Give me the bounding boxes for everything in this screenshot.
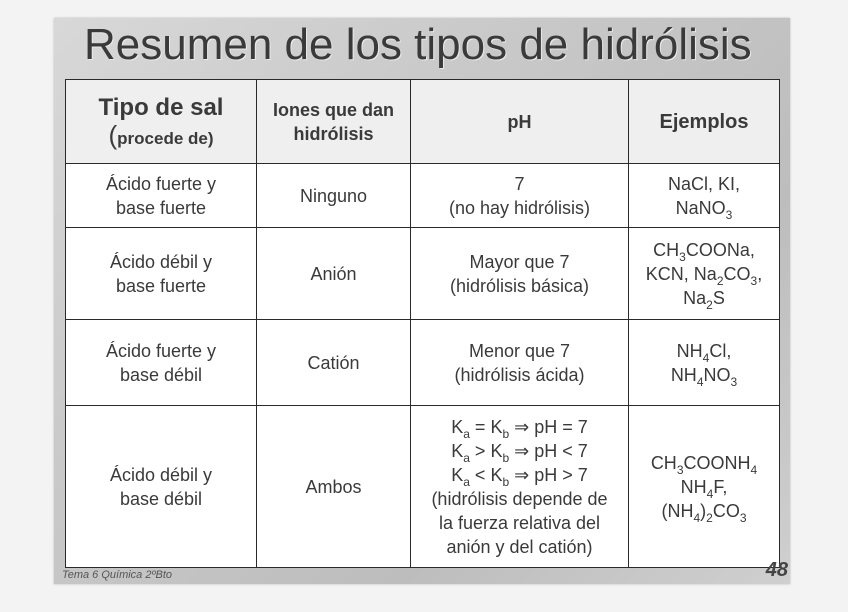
table-row	[66, 406, 780, 568]
table-row	[66, 228, 780, 320]
footer-text: Tema 6 Química 2ºBto	[62, 569, 172, 581]
header-row	[66, 80, 780, 164]
header-ejemplos: Ejemplos	[629, 80, 780, 164]
iones-cell: Ninguno	[257, 164, 411, 228]
tipo-cell: Ácido débil y base fuerte	[66, 228, 257, 320]
tipo-cell: Ácido débil y base débil	[66, 406, 257, 568]
slide-title: Resumen de los tipos de hidrólisis	[84, 20, 752, 69]
ph-cell: 7 (no hay hidrólisis)	[411, 164, 629, 228]
hydrolysis-summary-table	[65, 79, 780, 568]
header-tipo-de-sal	[66, 80, 257, 164]
iones-cell: Anión	[257, 228, 411, 320]
ejemplos-cell: NaCl, KI, NaNO$_3$	[629, 164, 780, 228]
slide	[54, 18, 790, 584]
ejemplos-cell: $CH_3COONH_4$ $NH_4F$, $(NH_4)_2CO_3$	[629, 406, 780, 568]
ph-cell: Mayor que 7 (hidrólisis básica)	[411, 228, 629, 320]
iones-cell: Catión	[257, 320, 411, 406]
tipo-cell: Ácido fuerte y base fuerte	[66, 164, 257, 228]
tipo-cell: Ácido fuerte y base débil	[66, 320, 257, 406]
header-iones-line2: hidrólisis	[293, 123, 374, 144]
header-tipo-main: Tipo de sal	[98, 93, 224, 121]
header-iones-line1: Iones que dan	[272, 99, 395, 120]
ph-cell: Menor que 7 (hidrólisis ácida)	[411, 320, 629, 406]
ejemplos-cell: $NH_4Cl$, $NH_4NO_3$	[629, 320, 780, 406]
ejemplos-cell: $CH_3COONa$, KCN, $Na_2CO_3$, $Na_2S$	[629, 228, 780, 320]
header-iones	[257, 80, 411, 164]
header-tipo-sub: (procede de)	[108, 119, 214, 150]
ph-cell: $K_a = K_b$ ⇒ pH = 7 $K_a > K_b$ ⇒ pH < 7 $K_a < K_b$ ⇒ pH > 7 (hidrólisis depende de la fuerza relativa del anión y del catión)	[411, 406, 629, 568]
page-number: 48	[765, 559, 788, 581]
table-row	[66, 320, 780, 406]
table-row	[66, 164, 780, 228]
iones-cell: Ambos	[257, 406, 411, 568]
header-ph: pH	[411, 80, 629, 164]
